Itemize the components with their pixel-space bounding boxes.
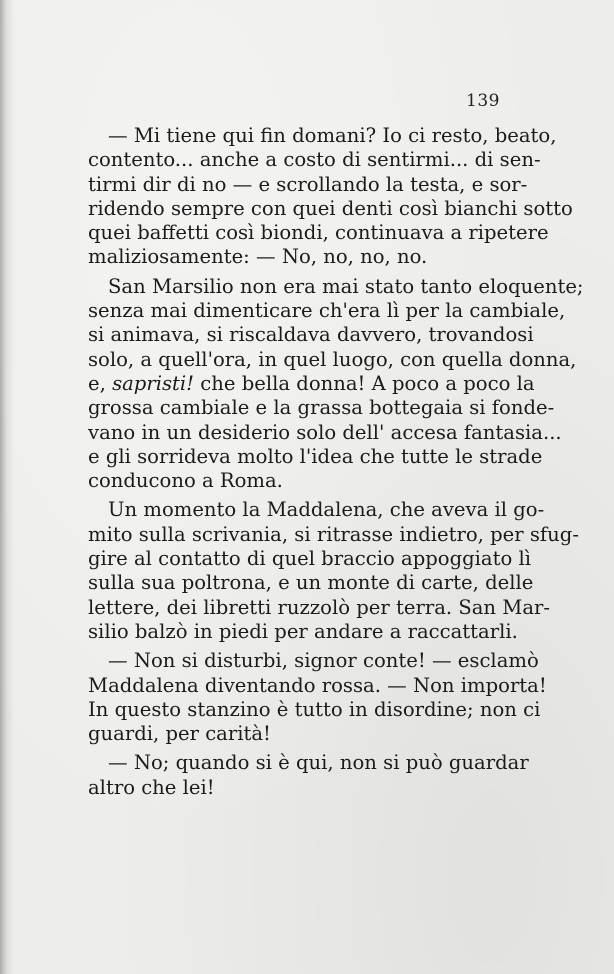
paragraph	[88, 498, 579, 644]
text-line: maliziosamente: — No, no, no, no.	[88, 245, 428, 269]
binding-gutter-shadow	[0, 0, 14, 974]
text-line: mito sulla scrivania, si ritrasse indietro, per sfug-	[88, 522, 579, 546]
text-line: grossa cambiale e la grassa bottegaia si fonde-	[88, 396, 555, 420]
text-line: — Non si disturbi, signor conte! — esclamò	[108, 649, 539, 673]
paragraph	[88, 751, 529, 800]
text-line: San Marsilio non era mai stato tanto eloquente;	[108, 274, 584, 298]
text-line: guardi, per carità!	[88, 722, 271, 746]
text-line: contento... anche a costo di sentirmi... di sen-	[88, 148, 541, 172]
text-line: altro che lei!	[88, 775, 215, 799]
text-line: vano in un desiderio solo dell' accesa fantasia...	[88, 420, 562, 444]
text-fragment: e,	[88, 371, 106, 395]
paragraph	[88, 124, 573, 270]
text-line: senza mai dimenticare ch'era lì per la cambiale,	[88, 299, 566, 323]
paragraph	[88, 649, 547, 746]
text-line: silio balzò in piedi per andare a raccattarli.	[88, 619, 518, 643]
text-line: conducono a Roma.	[88, 469, 283, 493]
text-line: gire al contatto di quel braccio appoggiato lì	[88, 547, 532, 571]
text-line: solo, a quell'ora, in quel luogo, con quella donna,	[88, 347, 577, 371]
paragraph	[88, 274, 584, 494]
text-line: lettere, dei libretti ruzzolò per terra. San Mar-	[88, 595, 551, 619]
body-text	[88, 124, 584, 800]
text-line: Un momento la Maddalena, che aveva il go-	[108, 498, 545, 522]
text-line: quei baffetti così biondi, continuava a ripetere	[88, 221, 549, 245]
text-line: ridendo sempre con quei denti così bianchi sotto	[88, 196, 573, 220]
text-line: si animava, si riscaldava davvero, trovandosi	[88, 323, 534, 347]
text-line: e gli sorrideva molto l'idea che tutte le strade	[88, 444, 543, 468]
text-line: — Mi tiene qui fin domani? Io ci resto, beato,	[108, 124, 557, 147]
text-line: tirmi dir di no — e scrollando la testa, e sor-	[88, 172, 528, 196]
text-line: sulla sua poltrona, e un monte di carte, delle	[88, 571, 534, 595]
text-line: In questo stanzino è tutto in disordine; non ci	[88, 697, 541, 721]
text-line: Maddalena diventando rossa. — Non importa!	[88, 673, 547, 697]
text-fragment: che bella donna! A poco a poco la	[200, 371, 535, 395]
page-number: 139	[466, 91, 500, 111]
text-line	[88, 371, 535, 396]
text-line: — No; quando si è qui, non si può guardar	[108, 751, 529, 775]
italic-exclamation: sapristi!	[112, 371, 195, 395]
